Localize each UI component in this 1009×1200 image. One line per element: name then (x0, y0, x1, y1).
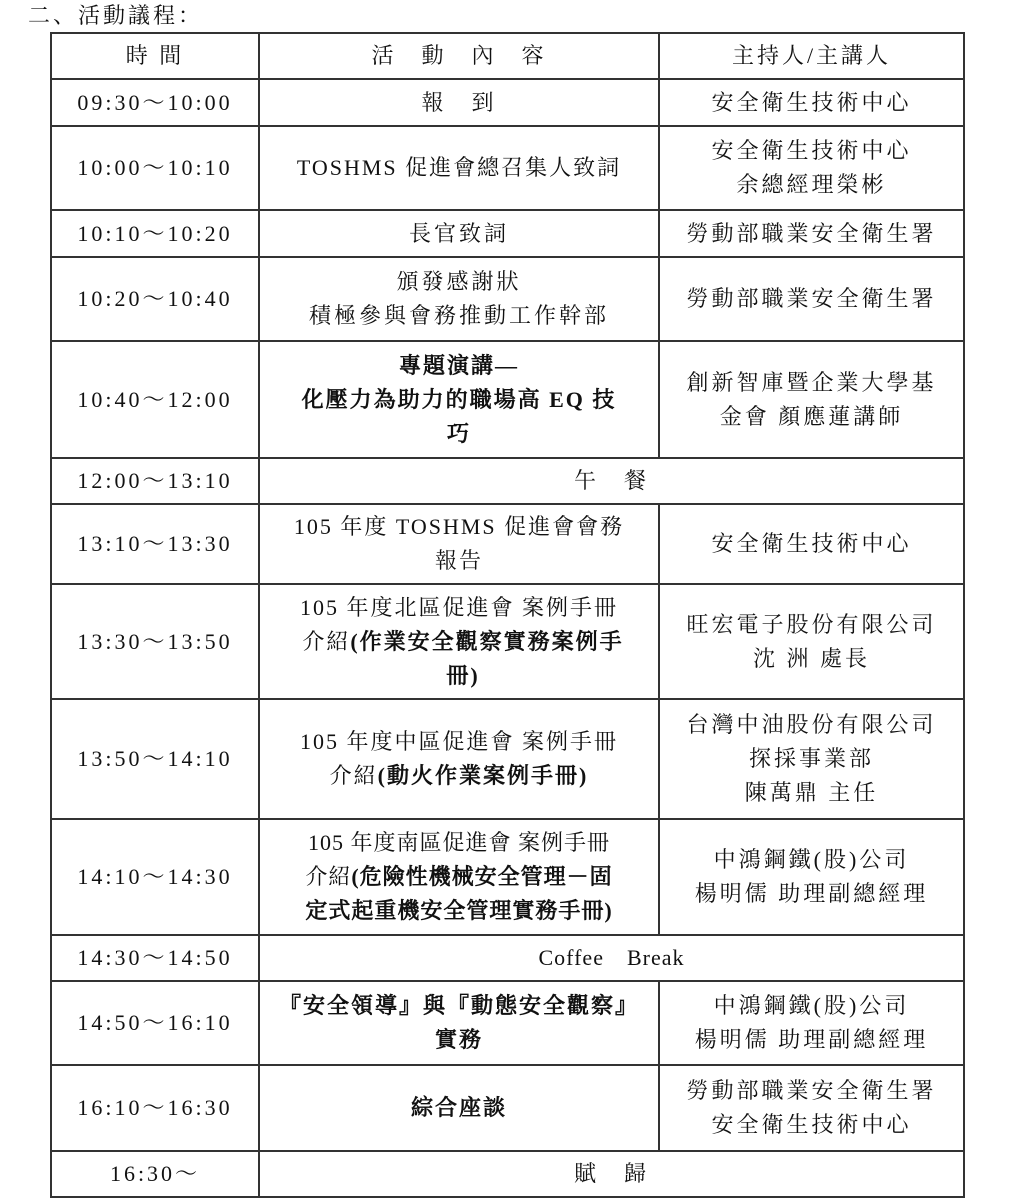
time-cell: 14:50～16:10 (51, 981, 259, 1065)
time-cell: 14:10～14:30 (51, 819, 259, 935)
host-line: 勞動部職業安全衛生署 (686, 286, 937, 311)
table-row (51, 126, 964, 210)
host-cell (659, 341, 964, 458)
host-cell (659, 257, 964, 341)
host-line: 余總經理榮彬 (736, 172, 887, 197)
table-row (51, 1151, 964, 1197)
content-cell (259, 819, 659, 935)
content-prefix: 介紹 (329, 763, 378, 788)
content-line: 巧 (446, 420, 471, 446)
time-cell: 10:20～10:40 (51, 257, 259, 341)
host-line: 安全衛生技術中心 (711, 531, 912, 556)
table-row (51, 341, 964, 458)
host-line: 楊明儒 助理副總經理 (694, 881, 929, 906)
table-row (51, 699, 964, 819)
time-cell: 09:30～10:00 (51, 79, 259, 126)
content-line: 頒發感謝狀 (396, 269, 522, 294)
time-cell: 10:00～10:10 (51, 126, 259, 210)
content-line: 定式起重機安全管理實務手冊) (305, 898, 613, 923)
content-line: 化壓力為助力的職場高 EQ 技 (301, 386, 617, 412)
content-prefix: 介紹 (305, 864, 352, 889)
time-cell: 16:10～16:30 (51, 1065, 259, 1151)
host-cell (659, 584, 964, 699)
host-cell (659, 699, 964, 819)
content-bold: (動火作業案例手冊) (377, 763, 589, 788)
host-cell (659, 819, 964, 935)
content-cell (259, 981, 659, 1065)
host-cell (659, 1065, 964, 1151)
time-cell: 16:30～ (51, 1151, 259, 1197)
content-cell (259, 699, 659, 819)
host-cell (659, 981, 964, 1065)
table-row (51, 981, 964, 1065)
host-line: 旺宏電子股份有限公司 (686, 611, 937, 637)
host-line: 安全衛生技術中心 (711, 138, 912, 163)
content-line: TOSHMS 促進會總召集人致詞 (296, 155, 622, 180)
content-cell (259, 126, 659, 210)
content-cell (259, 935, 964, 981)
host-line: 台灣中油股份有限公司 (686, 712, 937, 737)
content-line: 冊) (446, 662, 480, 688)
host-line: 安全衛生技術中心 (711, 89, 912, 115)
host-cell (659, 79, 964, 126)
host-cell (659, 504, 964, 584)
content-line: 實務 (434, 1027, 483, 1052)
content-line: 報告 (434, 548, 483, 573)
content-line: 105 年度南區促進會 案例手冊 (307, 830, 610, 855)
table-row (51, 79, 964, 126)
content-cell (259, 341, 659, 458)
content-line: 105 年度中區促進會 案例手冊 (299, 729, 618, 754)
content-cell (259, 458, 964, 504)
content-line: Coffee Break (538, 945, 685, 970)
table-row (51, 504, 964, 584)
time-cell: 10:10～10:20 (51, 210, 259, 257)
header-host: 主持人/主講人 (659, 33, 964, 79)
table-row (51, 819, 964, 935)
time-cell: 13:30～13:50 (51, 584, 259, 699)
content-line: 『安全領導』與『動態安全觀察』 (278, 993, 639, 1018)
content-line: 長官致詞 (408, 220, 509, 246)
content-cell (259, 584, 659, 699)
time-cell: 12:00～13:10 (51, 458, 259, 504)
header-time: 時 間 (51, 33, 259, 79)
content-line: 綜合座談 (410, 1095, 507, 1120)
content-line: 午 餐 (573, 468, 649, 493)
content-cell (259, 1151, 964, 1197)
content-line: 105 年度北區促進會 案例手冊 (299, 594, 618, 620)
time-cell: 13:10～13:30 (51, 504, 259, 584)
content-cell (259, 257, 659, 341)
content-line: 專題演講— (398, 352, 519, 378)
host-line: 楊明儒 助理副總經理 (694, 1027, 929, 1052)
host-line: 金會 顏應蓮講師 (719, 403, 904, 429)
host-line: 沈 洲 處長 (752, 645, 870, 671)
content-line: 賦 歸 (573, 1161, 649, 1186)
host-line: 中鴻鋼鐵(股)公司 (713, 993, 910, 1018)
table-row (51, 257, 964, 341)
table-row (51, 210, 964, 257)
host-cell (659, 210, 964, 257)
content-cell (259, 1065, 659, 1151)
table-row (51, 458, 964, 504)
host-line: 安全衛生技術中心 (711, 1112, 912, 1137)
host-line: 勞動部職業安全衛生署 (686, 1078, 937, 1103)
time-cell: 10:40～12:00 (51, 341, 259, 458)
content-bold: (作業安全觀察實務案例手 (350, 628, 624, 654)
table-header-row (51, 33, 964, 79)
content-cell (259, 504, 659, 584)
host-line: 探採事業部 (748, 746, 874, 771)
content-bold: (危險性機械安全管理－固 (351, 864, 613, 889)
content-cell (259, 210, 659, 257)
section-title: 二、活動議程： (28, 3, 204, 28)
time-cell: 13:50～14:10 (51, 699, 259, 819)
host-line: 創新智庫暨企業大學基 (686, 369, 937, 395)
agenda-table (50, 32, 965, 1198)
host-line: 勞動部職業安全衛生署 (686, 220, 937, 246)
table-row (51, 1065, 964, 1151)
content-cell (259, 79, 659, 126)
header-content: 活 動 內 容 (259, 33, 659, 79)
host-cell (659, 126, 964, 210)
host-line: 中鴻鋼鐵(股)公司 (713, 847, 910, 872)
content-line: 報 到 (421, 89, 497, 115)
content-line: 積極參與會務推動工作幹部 (308, 303, 609, 328)
table-row (51, 584, 964, 699)
content-line: 105 年度 TOSHMS 促進會會務 (293, 514, 625, 539)
table-row (51, 935, 964, 981)
host-line: 陳萬鼎 主任 (744, 780, 879, 805)
time-cell: 14:30～14:50 (51, 935, 259, 981)
content-prefix: 介紹 (302, 628, 351, 654)
